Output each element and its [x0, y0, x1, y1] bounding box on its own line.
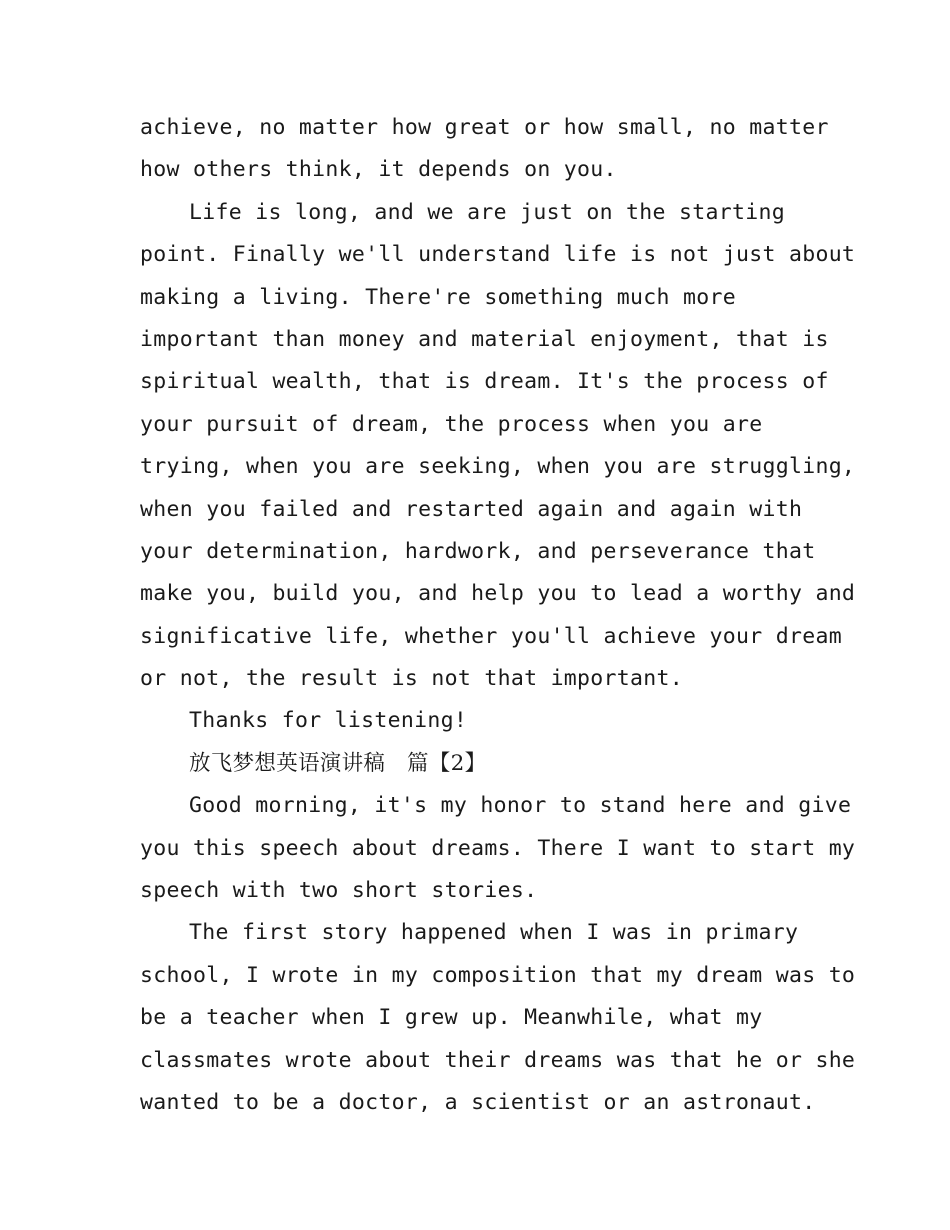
text-line: or not, the result is not that important. [140, 666, 684, 692]
text-line: when you failed and restarted again and again with [140, 496, 803, 522]
text-line: school, I wrote in my composition that my dream was to [140, 962, 856, 988]
text-line: achieve, no matter how great or how small, no matter [140, 115, 829, 140]
text-line: significative life, whether you'll achieve your dream [140, 623, 842, 649]
paragraph-start-line: Life is long, and we are just on the starting [189, 199, 785, 225]
text-line: point. Finally we'll understand life is not just about [140, 242, 856, 268]
text-line: classmates wrote about their dreams was that he or she [140, 1047, 856, 1073]
paragraph-start-line: Good morning, it's my honor to stand here and give [189, 793, 852, 819]
text-line: trying, when you are seeking, when you are struggling, [140, 454, 856, 480]
closing-line: Thanks for listening! [189, 708, 468, 734]
text-line: your pursuit of dream, the process when you are [140, 411, 763, 437]
text-line: you this speech about dreams. There I want to start my [140, 835, 856, 861]
text-line: spiritual wealth, that is dream. It's the process of [140, 369, 829, 395]
text-line: wanted to be a doctor, a scientist or an astronaut. [140, 1089, 816, 1115]
text-line: important than money and material enjoyment, that is [140, 326, 829, 352]
text-line: how others think, it depends on you. [140, 157, 617, 183]
text-line: be a teacher when I grew up. Meanwhile, what my [140, 1005, 763, 1031]
paragraph-start-line: The first story happened when I was in primary [189, 920, 799, 946]
text-line: your determination, hardwork, and perseverance that [140, 538, 816, 564]
body-text [140, 107, 856, 1124]
text-line: making a living. There're something much more [140, 284, 736, 310]
section-heading: 放飞梦想英语演讲稿 篇【2】 [189, 750, 487, 776]
text-line: speech with two short stories. [140, 878, 538, 904]
text-line: make you, build you, and help you to lead a worthy and [140, 581, 856, 607]
